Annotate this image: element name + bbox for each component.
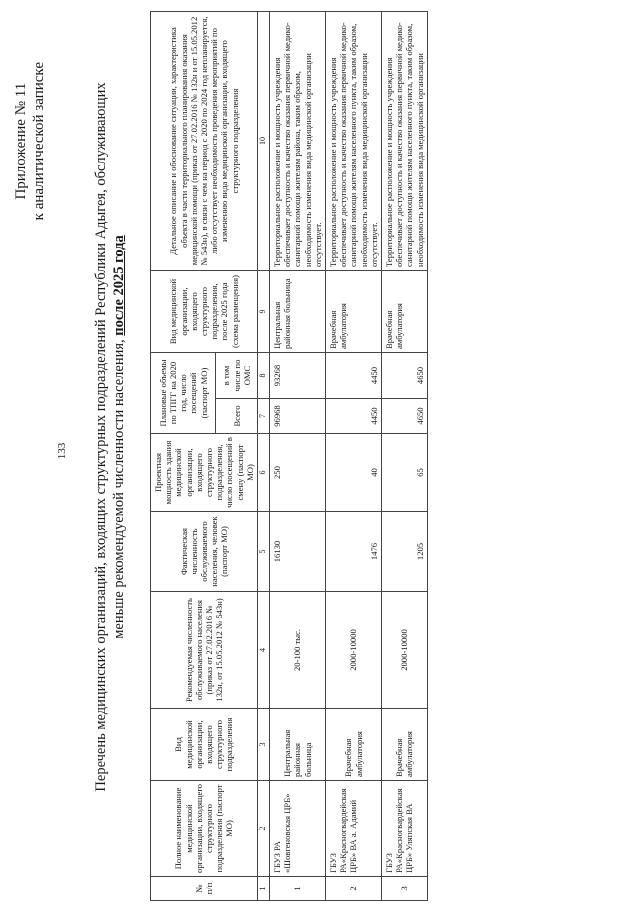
header-recommended: Рекомендуемая численность обслуживаемого населения (приказ от 27.02.2016 № 132н, от 15.05.2012 № 543н)	[151, 592, 258, 709]
type-after-2025: Врачебная амбулатория	[382, 271, 428, 353]
description: Территориальное расположение и мощность учреждения обеспечивает доступность и качество оказания первичной медико-санитарной помощи жителям населенного пункта, таким образом, необходимость изменения вида медицинской организации отсутствует.	[326, 12, 382, 271]
header-type: Вид медицинской организации, входящего структурного подразделения	[151, 709, 258, 781]
header-actual: Фактическая численность обслуживаемого населения, человек (паспорт МО)	[151, 512, 258, 592]
row-number: 3	[382, 877, 428, 901]
type-after-2025: Врачебная амбулатория	[326, 271, 382, 353]
col-number: 4	[258, 592, 270, 709]
organization-type: Центральная районная больница	[270, 709, 326, 781]
header-description: Детальное описание и обоснование ситуации, характеристика объекта в части территориального планирования оказания медицинской помощи (приказ от 27.02.2016 № 132н и от 15.05.2012 № 543н), в связи с чем на период с 2020 по 2024 год непланируется, либо отсутствует необходимость проведения мероприятий по изменению вида медицинской организации, входящего структурного подразделения	[151, 12, 258, 271]
appendix-line-2: к аналитической записке	[31, 62, 47, 221]
organizations-table	[150, 11, 428, 901]
planned-total: 4450	[326, 399, 382, 434]
recommended-population: 2000-10000	[326, 592, 382, 709]
organization-type: Врачебная амбулатория	[382, 709, 428, 781]
organization-name: ГБУЗ РА «Шовгеновская ЦРБ»	[270, 781, 326, 877]
header-planned-oms: в том числе по ОМС	[216, 353, 258, 399]
header-capacity: Проектная мощность здания медицинской организации, входящего структурного подразделения, число посещений в смену (паспорт МО)	[151, 434, 258, 512]
document-title	[92, 47, 128, 827]
appendix-heading	[12, 62, 48, 220]
header-planned: Плановые объемы по ТПГГ на 2020 год, число посещений (паспорт МО)	[151, 353, 216, 434]
table-row	[270, 12, 326, 901]
title-emphasis: после 2025 года	[111, 235, 127, 336]
organization-name: ГБУЗ РА«Красногвардейская ЦРБ» ВА а. Адамий	[326, 781, 382, 877]
design-capacity: 40	[326, 434, 382, 512]
col-number: 6	[258, 434, 270, 512]
actual-population: 1205	[382, 512, 428, 592]
planned-total: 96968	[270, 399, 326, 434]
title-line-2	[110, 47, 128, 827]
organization-name: ГБУЗ РА«Красногвардейская ЦРБ» Уляпская ВА	[382, 781, 428, 877]
organization-type: Врачебная амбулатория	[326, 709, 382, 781]
actual-population: 1476	[326, 512, 382, 592]
col-number: 10	[258, 12, 270, 271]
design-capacity: 250	[270, 434, 326, 512]
page-number: 133	[56, 442, 68, 460]
description: Территориальное расположение и мощность учреждения обеспечивает доступность и качество оказания первичной медико-санитарной помощи жителям населенного пункта, таким образом, необходимость изменения вида медицинской организации	[382, 12, 428, 271]
col-number: 1	[258, 877, 270, 901]
description: Территориальное расположение и мощность учреждения обеспечивает доступность и качество оказания первичной медико-санитарной помощи жителям района, таким образом, необходимость изменения вида медицинской организации отсутствует.	[270, 12, 326, 271]
header-name: Полное наименование медицинской организации, входящего структурного подразделения (паспорт МО)	[151, 781, 258, 877]
table-row	[326, 12, 382, 901]
planned-total: 4650	[382, 399, 428, 434]
title-line-2-text: меньше рекомендуемой численности населения,	[111, 335, 127, 639]
column-number-row	[258, 12, 270, 901]
col-number: 7	[258, 399, 270, 434]
col-number: 8	[258, 353, 270, 399]
header-row	[151, 12, 216, 901]
col-number: 3	[258, 709, 270, 781]
design-capacity: 65	[382, 434, 428, 512]
appendix-line-1: Приложение № 11	[13, 82, 29, 200]
recommended-population: 2000-10000	[382, 592, 428, 709]
col-number: 2	[258, 781, 270, 877]
actual-population: 16130	[270, 512, 326, 592]
table-row	[382, 12, 428, 901]
header-type-after: Вид медицинской организации, входящего структурного подразделения, после 2025 года (схема размещения)	[151, 271, 258, 353]
type-after-2025: Центральная районная больница	[270, 271, 326, 353]
planned-oms: 4650	[382, 353, 428, 399]
header-planned-total: Всего	[216, 399, 258, 434]
header-num: № п/п	[151, 877, 258, 901]
col-number: 9	[258, 271, 270, 353]
planned-oms: 93268	[270, 353, 326, 399]
row-number: 1	[270, 877, 326, 901]
col-number: 5	[258, 512, 270, 592]
title-line-1: Перечень медицинских организаций, входящих структурных подразделений Республики Адыгея, обслуживающих	[93, 82, 109, 792]
row-number: 2	[326, 877, 382, 901]
planned-oms: 4450	[326, 353, 382, 399]
recommended-population: 20-100 тыс.	[270, 592, 326, 709]
